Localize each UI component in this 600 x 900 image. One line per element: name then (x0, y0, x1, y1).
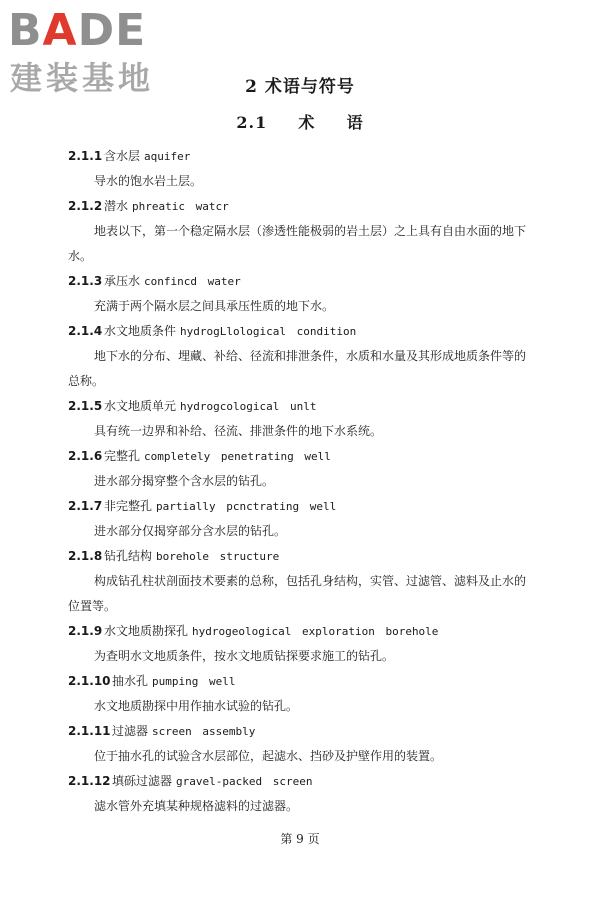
term-definition: 进水部分揭穿整个含水层的钻孔。 (94, 474, 275, 488)
logo-subtitle: 建装基地 (10, 59, 155, 97)
term-number: 2.1.12 (68, 774, 111, 788)
term-definition: 具有统一边界和补给、径流、排泄条件的地下水系统。 (94, 424, 383, 438)
logo-brand-b: B (8, 5, 43, 56)
term-chinese-name: 含水层 (104, 149, 141, 163)
term-heading (68, 498, 336, 515)
term-heading (68, 673, 236, 690)
term-number: 2.1.11 (68, 724, 111, 738)
term-chinese-name: 钻孔结构 (104, 549, 153, 563)
term-number: 2.1.5 (68, 399, 103, 413)
section-title-char-1: 术 (298, 113, 316, 132)
term-definition: 导水的饱水岩土层。 (94, 174, 203, 188)
term-definition: 地下水的分布、埋藏、补给、径流和排泄条件，水质和水量及其形成地质条件等的 (94, 349, 527, 363)
term-chinese-name: 填砾过滤器 (112, 774, 173, 788)
term-heading (68, 623, 438, 640)
term-definition: 水文地质勘探中用作抽水试验的钻孔。 (94, 699, 299, 713)
section-number: 2.1 (236, 113, 268, 132)
term-number: 2.1.4 (68, 324, 103, 338)
term-english-name: hydrogLlological condition (180, 325, 357, 338)
term-definition: 地表以下，第一个稳定隔水层（渗透性能极弱的岩土层）之上具有自由水面的地下 (94, 224, 527, 238)
term-chinese-name: 潜水 (104, 199, 129, 213)
term-heading (68, 448, 331, 465)
term-number: 2.1.7 (68, 499, 103, 513)
term-number: 2.1.2 (68, 199, 103, 213)
term-definition: 为查明水文地质条件，按水文地质钻探要求施工的钻孔。 (94, 649, 395, 663)
term-heading (68, 323, 356, 340)
term-chinese-name: 承压水 (104, 274, 141, 288)
term-definition: 位置等。 (68, 599, 117, 613)
term-definition: 总称。 (68, 374, 105, 388)
term-definition: 水。 (68, 249, 93, 263)
term-english-name: gravel-packed screen (176, 775, 313, 788)
term-english-name: aquifer (144, 150, 191, 163)
term-english-name: screen assembly (152, 725, 256, 738)
term-english-name: completely penetrating well (144, 450, 331, 463)
term-heading (68, 548, 279, 565)
chapter-title: 2 术语与符号 (245, 77, 355, 97)
term-number: 2.1.9 (68, 624, 103, 638)
section-title-char-2: 语 (346, 113, 364, 132)
term-english-name: hydrogcological unlt (180, 400, 317, 413)
term-definition: 滤水管外充填某种规格滤料的过滤器。 (94, 799, 299, 813)
logo-brand-de: DE (77, 5, 147, 56)
term-heading (68, 398, 316, 415)
term-heading (68, 273, 241, 290)
term-heading (68, 723, 255, 740)
term-number: 2.1.6 (68, 449, 103, 463)
term-chinese-name: 抽水孔 (112, 674, 149, 688)
term-chinese-name: 过滤器 (112, 724, 149, 738)
term-heading (68, 148, 190, 165)
term-definition: 充满于两个隔水层之间具承压性质的地下水。 (94, 299, 335, 313)
term-chinese-name: 非完整孔 (104, 499, 153, 513)
term-english-name: borehole structure (156, 550, 280, 563)
term-number: 2.1.8 (68, 549, 103, 563)
logo-brand-a: A (42, 5, 78, 56)
term-heading (68, 198, 229, 215)
term-definition: 位于抽水孔的试验含水层部位，起滤水、挡砂及护壁作用的装置。 (94, 749, 443, 763)
term-definition: 构成钻孔柱状剖面技术要素的总称，包括孔身结构，实管、过滤管、滤料及止水的 (94, 574, 527, 588)
term-english-name: phreatic watcr (132, 200, 229, 213)
term-number: 2.1.3 (68, 274, 103, 288)
logo-brand (8, 6, 146, 56)
term-english-name: partially pcnctrating well (156, 500, 337, 513)
term-chinese-name: 水文地质勘探孔 (104, 624, 189, 638)
term-chinese-name: 水文地质条件 (104, 324, 177, 338)
term-number: 2.1.1 (68, 149, 103, 163)
term-english-name: pumping well (152, 675, 236, 688)
term-chinese-name: 完整孔 (104, 449, 141, 463)
term-definition: 进水部分仅揭穿部分含水层的钻孔。 (94, 524, 287, 538)
term-heading (68, 773, 312, 790)
term-english-name: hydrogeological exploration borehole (192, 625, 439, 638)
term-chinese-name: 水文地质单元 (104, 399, 177, 413)
page-number: 第 9 页 (280, 832, 320, 846)
section-title (0, 110, 600, 133)
term-number: 2.1.10 (68, 674, 111, 688)
term-english-name: confincd water (144, 275, 241, 288)
